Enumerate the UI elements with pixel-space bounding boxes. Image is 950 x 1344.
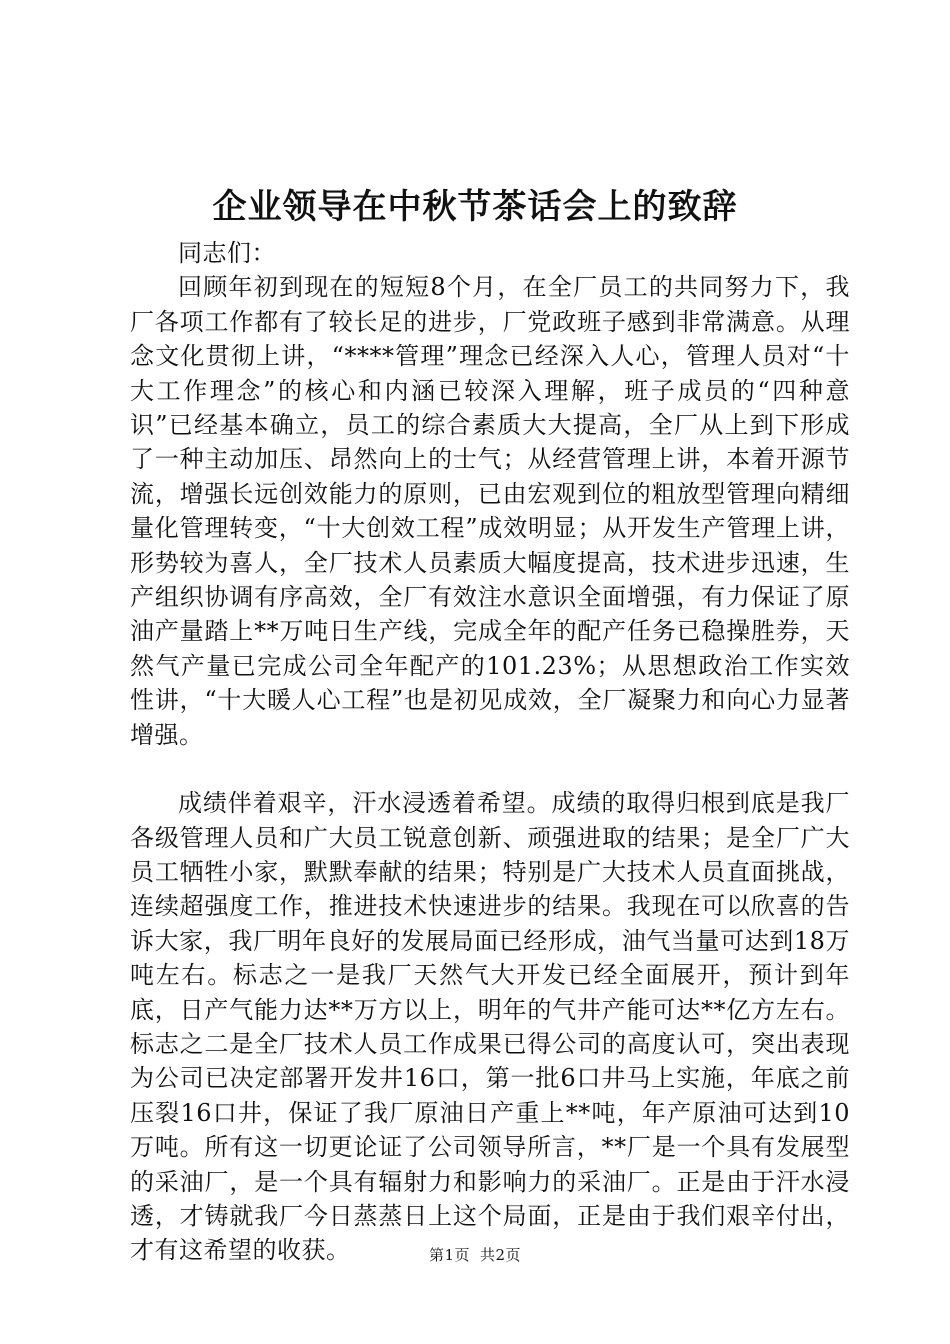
paragraph-1: 回顾年初到现在的短短8个月，在全厂员工的共同努力下，我厂各项工作都有了较长足的进步，厂党政班子感到非常满意。从理念文化贯彻上讲，“****管理”理念已经深入人心，管理人员对“十大工作理念”的核心和内涵已较深入理解，班子成员的“四种意识”已经基本确立，员工的综合素质大大提高，全厂从上到下形成了一种主动加压、昂然向上的士气；从经营管理上讲，本着开源节流，增强长远创效能力的原则，已由宏观到位的粗放型管理向精细量化管理转变，“十大创效工程”成效明显；从开发生产管理上讲，形势较为喜人，全厂技术人员素质大幅度提高，技术进步迅速，生产组织协调有序高效，全厂有效注水意识全面增强，有力保证了原油产量踏上**万吨日生产线，完成全年的配产任务已稳操胜券，天然气产量已完成公司全年配产的101.23%；从思想政治工作实效性讲，“十大暖人心工程”也是初见成效，全厂凝聚力和向心力显著增强。: [130, 273, 850, 749]
document-body: [130, 236, 850, 1268]
page-number: 第1页: [428, 1246, 470, 1264]
page-footer: [0, 1245, 950, 1265]
paragraph-2: 成绩伴着艰辛，汗水浸透着希望。成绩的取得归根到底是我厂各级管理人员和广大员工锐意创新、顽强进取的结果；是全厂广大员工牺牲小家，默默奉献的结果；特别是广大技术人员直面挑战，连续超强度工作，推进技术快速进步的结果。我现在可以欣喜的告诉大家，我厂明年良好的发展局面已经形成，油气当量可达到18万吨左右。标志之一是我厂天然气大开发已经全面展开，预计到年底，日产气能力达**万方以上，明年的气井产能可达**亿方左右。标志之二是全厂技术人员工作成果已得公司的高度认可，突出表现为公司已决定部署开发井16口，第一批6口井马上实施，年底之前压裂16口井，保证了我厂原油日产重上**吨，年产原油可达到10万吨。所有这一切更论证了公司领导所言，**厂是一个具有发展型的采油厂，是一个具有辐射力和影响力的采油厂。正是由于汗水浸透，才铸就我厂今日蒸蒸日上这个局面，正是由于我们艰辛付出，才有这希望的收获。: [130, 789, 850, 1265]
document-title: 企业领导在中秋节茶话会上的致辞: [212, 187, 738, 227]
salutation: 同志们：: [178, 239, 276, 267]
page-total: 共2页: [480, 1246, 522, 1264]
